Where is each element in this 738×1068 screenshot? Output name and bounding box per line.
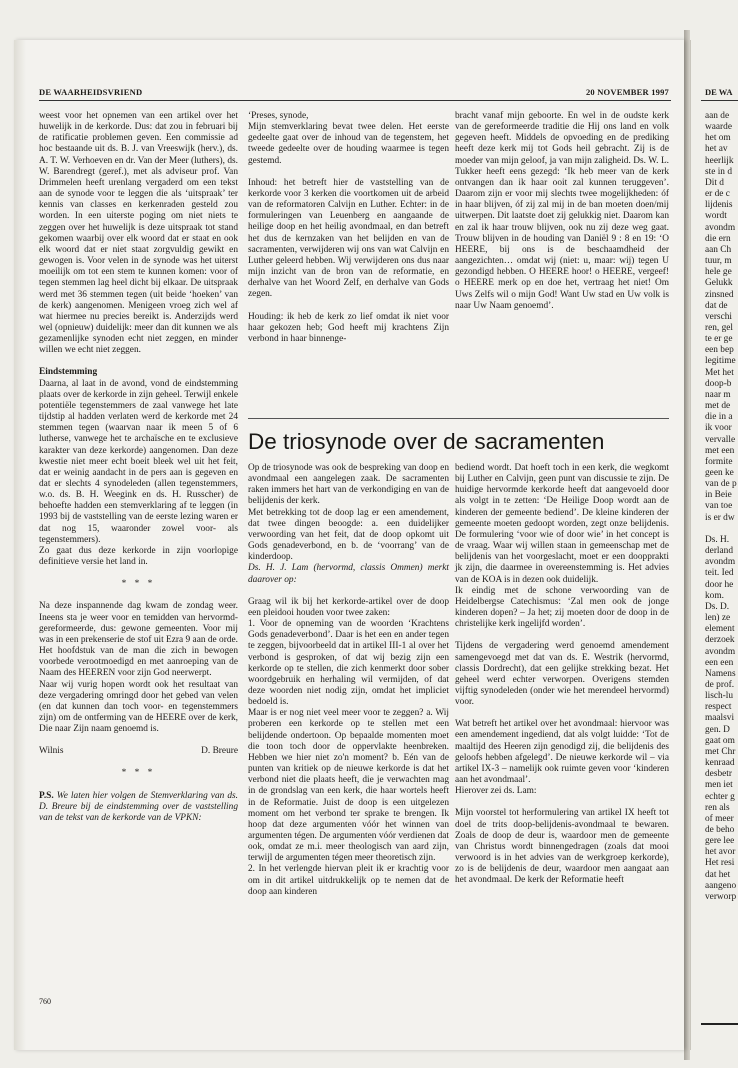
adjacent-line: in Beie bbox=[705, 490, 732, 501]
adjacent-line: derzoek bbox=[705, 635, 735, 646]
paragraph: Met betrekking tot de doop lag er een amendement, dat twee dingen beoogde: a. een duidelijker verwoording van het feit, dat de doop opkomt uit Gods genadeverbond, en b. de ‘voorrang’ van de kinderdoop. bbox=[248, 507, 449, 563]
adjacent-line: Dit d bbox=[705, 177, 724, 188]
paragraph: Naar wij vurig hopen wordt ook het resultaat van deze vergadering omringd door het gebed van velen (en dat kunnen dan toch voor- en tegenstemmers zijn) om de ontferming van de HEERE over de kerk, Die naar Zijn naam genoemd is. bbox=[39, 679, 238, 735]
adjacent-line: waarde bbox=[705, 122, 732, 133]
adjacent-line: echter g bbox=[705, 791, 735, 802]
adjacent-line: zinsned bbox=[705, 289, 734, 300]
adjacent-line: aan Ch bbox=[705, 244, 732, 255]
adjacent-line: vervalle bbox=[705, 434, 736, 445]
paragraph: Mijn stemverklaring bevat twee delen. Het eerste gedeelte gaat over de inhoud van de tegenstem, het tweede gedeelte over de houding waarmee is tegen gestemd. bbox=[248, 122, 449, 166]
adjacent-line: naar m bbox=[705, 389, 731, 400]
adjacent-line: het avor bbox=[705, 847, 736, 858]
adjacent-line: Met het bbox=[705, 367, 734, 378]
paragraph: Ds. H. J. Lam (hervormd, classis Ommen) merkt daarover op: bbox=[248, 563, 449, 585]
adjacent-line: legitime bbox=[705, 356, 736, 367]
adjacent-line: maalsvi bbox=[705, 713, 735, 724]
adjacent-line: ste in d bbox=[705, 166, 732, 177]
adjacent-line: ren, gel bbox=[705, 322, 734, 333]
paragraph: Maar is er nog niet veel meer voor te zeggen? a. Wij proberen een kerkorde op te stellen met een belijdende ondertoon. Op bepaalde momenten moet die toon toch door de oppervlakte heenbreken. Hebben we hier niet zo'n moment? b. Eén van de punten van kritiek op de nieuwe kerkorde is dat het verbond niet die plaats heeft, die je verwachten mag in de grondslag van een kerk, die haar wortels heeft in de Reformatie. Juist de doop is een uitgelezen moment om het verbond ter sprake te brengen. Ik hoop dat deze argumenten vóór het winnen van argumenten tégen. De argumenten vóór verdienen dat ook, omdat ze m.i. meer theologisch van aard zijn, terwijl de argumenten tégen meer theoretisch zijn. bbox=[248, 708, 449, 864]
adjacent-line: de prof. bbox=[705, 679, 735, 690]
paragraph: Na deze inspannende dag kwam de zondag weer. Ineens sta je weer voor en temidden van hervormd-gereformeerde, dus: gewone gemeenten. Voor mij was in een prekenserie de stof uit Ezra 9 aan de orde. Het hoofdstuk van de man die zich in bewogen voorbede verootmoedigd en met aanroeping van de Naam des HEEREN voor zijn God neerwerpt. bbox=[39, 601, 238, 679]
ps-label: P.S. bbox=[39, 790, 54, 801]
adjacent-line: men iet bbox=[705, 780, 733, 791]
adjacent-line: de beho bbox=[705, 825, 735, 835]
adjacent-line: van de p bbox=[705, 479, 737, 490]
signature-place: Wilnis bbox=[39, 746, 64, 757]
adjacent-line: of meer bbox=[705, 813, 734, 824]
adjacent-line: hele ge bbox=[705, 267, 732, 278]
adjacent-line: kom. bbox=[705, 590, 724, 601]
column-1 bbox=[39, 111, 238, 824]
adjacent-line: avondm bbox=[705, 222, 736, 233]
adjacent-line: tuur, m bbox=[705, 256, 732, 267]
signature-name: D. Breure bbox=[201, 746, 238, 757]
adjacent-line: ren als bbox=[705, 802, 730, 813]
adjacent-line: doop-b bbox=[705, 378, 732, 389]
adjacent-line: kenraad bbox=[705, 758, 735, 769]
article-headline: De triosynode over de sacramenten bbox=[248, 429, 605, 454]
adjacent-line: Gelukk bbox=[705, 278, 733, 289]
adjacent-text bbox=[705, 111, 738, 903]
adjacent-line: geen ke bbox=[705, 468, 734, 478]
adjacent-line: er de c bbox=[705, 189, 730, 200]
paragraph: 2. In het verlengde hiervan pleit ik er krachtig voor om in dit artikel uitdrukkelijk op te nemen dat de doop aan kinderen bbox=[248, 864, 449, 897]
adjacent-line: verschi bbox=[705, 311, 732, 322]
adjacent-line: Namens bbox=[705, 668, 736, 679]
adjacent-line: gen. D bbox=[705, 724, 730, 735]
adjacent-bottom-rule bbox=[701, 1023, 738, 1025]
postscript bbox=[39, 791, 238, 824]
subheading-eindstemming: Eindstemming bbox=[39, 367, 98, 378]
paragraph: Daarna, al laat in de avond, vond de eindstemming plaats over de kerkorde in zijn geheel. Terwijl enkele potentiële tegenstemmers de zaal vanwege het late tijdstip al hadden verlaten werd de kerkorde met 24 stemmen tegen (waarvan naar ik meen 5 of 6 lutherse, vanwege het te archaïsche en te exclusieve karakter van deze kerkorde) aangenomen. Dan deze kwestie niet meer echt boeit bleek wel uit het feit, dat er weinig aandacht in de pers aan is gegeven en dat er slechts 4 synodeleden (allen tegenstemmers, w.o. ds. B. H. Weegink en ds. H. Russcher) de behoefte hadden een stemverklaring af te leggen (in 1993 bij de vaststelling van de eerste lezing waren er dat nog 15, waaronder zowel voor- als tegenstemmers). bbox=[39, 378, 238, 545]
adjacent-line: ik voor bbox=[705, 423, 732, 434]
column-2 bbox=[248, 111, 449, 345]
paragraph: Mijn voorstel tot herformulering van artikel IX heeft tot doel de trits doop-belijdenis-avondmaal te bewaren. Zoals de doop de deur is, waardoor men de gemeente van Christus wordt binnengedragen (zoals dat mooi verwoord is in het advies van de werkgroep kerkorde), zo is de belijdenis de deur, waardoor men aangaat aan het avondmaal. De kerk der Reformatie heeft bbox=[455, 808, 669, 886]
signature bbox=[39, 746, 238, 757]
headline-rule bbox=[248, 418, 669, 419]
adjacent-line: die ern bbox=[705, 233, 731, 244]
adjacent-line: gere lee bbox=[705, 836, 735, 847]
article-column-right bbox=[455, 463, 669, 886]
adjacent-line: het av bbox=[705, 144, 728, 155]
adjacent-line: dat de bbox=[705, 300, 728, 311]
adjacent-line: te er ge bbox=[705, 334, 733, 345]
paragraph: Hierover zei ds. Lam: bbox=[455, 786, 537, 797]
paragraph: Graag wil ik bij het kerkorde-artikel over de doop een pleidooi houden voor twee zaken: bbox=[248, 596, 449, 618]
header-date: 20 NOVEMBER 1997 bbox=[585, 87, 669, 97]
adjacent-line: met een bbox=[705, 445, 735, 456]
adjacent-line: is er dw bbox=[705, 512, 735, 523]
article-column-left bbox=[248, 463, 449, 898]
adjacent-line bbox=[705, 524, 738, 535]
adjacent-page bbox=[690, 40, 738, 1050]
adjacent-line: derland bbox=[705, 546, 734, 557]
adjacent-line: met de bbox=[705, 401, 731, 412]
section-divider: * * * bbox=[121, 768, 156, 779]
paragraph: ‘Preses, synode, bbox=[248, 111, 309, 121]
adjacent-line: dat het bbox=[705, 869, 731, 880]
adjacent-line: desbetr bbox=[705, 769, 732, 780]
adjacent-line: aangeno bbox=[705, 880, 737, 891]
page-number: 760 bbox=[39, 997, 51, 1006]
adjacent-header-rule bbox=[701, 100, 738, 101]
paragraph: Zo gaat dus deze kerkorde in zijn voorlopige definitieve versie het land in. bbox=[39, 545, 238, 568]
ps-text: We laten hier volgen de Stemverklaring van ds. D. Breure bij de eindstemming over de vaststelling van de tekst van de kerkorde van de VPKN: bbox=[39, 790, 238, 823]
adjacent-line: avondm bbox=[705, 646, 736, 657]
adjacent-line: door he bbox=[705, 579, 734, 590]
paragraph: bediend wordt. Dat hoeft toch in een kerk, die wegkomt bij Luther en Calvijn, geen punt van discussie te zijn. De huidige hervormde kerkorde heeft dat aangevoeld door als volgt in te zetten: ‘De Heilige Doop wordt aan de kinderen der gemeente bediend’. De kleine kinderen der gemeente moeten gedoopt worden, zegt onze belijdenis. De formulering ‘voor wie of door wie’ in het concept is de vraag. Waar wij willen staan in gemeenschap met de belijdenis van het voorgeslacht, moet er een doopprakti jk zijn, die daarmee in overeenstemming is. Het advies van de KOA is in dezen ook duidelijk. bbox=[455, 463, 669, 585]
paragraph: bracht vanaf mijn geboorte. En wel in de oudste kerk van de gereformeerde traditie die Hij ons land en volk gegeven heeft. Middels de opvoeding en de prediking heeft deze kerk mij tot Gods heil gebracht. Zij is de moeder van mijn geloof, ja van mijn zaligheid. Ds. W. L. Tukker heeft eens gezegd: ‘Ik heb meer van de kerk ontvangen dan ik haar ooit zal kunnen teruggeven’. Daarom zijn er voor mij slechts twee mogelijkheden: óf in haar blijven, óf zij zal mij in de ban moeten doen/mij uitwerpen. Dit laatste doet zij gelukkig niet. Daarom kan en zal ik haar trouw blijven, ook nu zij deze weg gaat. Trouw blijven in de houding van Daniël 9 : 8 en 19: ‘O HEERE, bij ons is de beschaamdheid der aangezichten… omdat wij (niet: u, maar: wij) tegen U gezondigd hebben. O HEERE hoor! o HEERE, vergeef! o HEERE merk op en doe het, vertraag het niet! Om Uws Zelfs wil o mijn God! Want Uw stad en Uw volk is naar Uw Naam genoemd’. bbox=[455, 111, 669, 311]
adjacent-line: len) ze bbox=[705, 613, 731, 624]
paragraph: Op de triosynode was ook de bespreking van doop en avondmaal een aangelegen zaak. De sacramenten raken immers het hart van de verkondiging en van de belijdenis der kerk. bbox=[248, 463, 449, 507]
adjacent-line: gaat om bbox=[705, 735, 735, 746]
adjacent-line: een een bbox=[705, 657, 734, 668]
adjacent-line: element bbox=[705, 624, 735, 635]
adjacent-line: Ds. D. bbox=[705, 601, 730, 612]
paragraph: Houding: ik heb de kerk zo lief omdat ik niet voor haar gekozen heb; God heeft mij krachtens Zijn verbond in haar binnenge- bbox=[248, 311, 449, 344]
adjacent-line: het om bbox=[705, 133, 731, 144]
adjacent-line: respect bbox=[705, 702, 732, 713]
adjacent-line: lijdenis bbox=[705, 200, 733, 211]
column-3 bbox=[455, 111, 669, 312]
adjacent-line: met Chr bbox=[705, 746, 736, 757]
adjacent-line: formite bbox=[705, 456, 733, 467]
paragraph: Tijdens de vergadering werd genoemd amendement samengevoegd met dat van ds. E. Westrik (hervormd, classis Dordrecht), dat een gelijke strekking bezat. Het geheel werd echter verworpen. Overigens stemden vijftig synodeleden (onder wie het merendeel hervormd) voor. bbox=[455, 641, 669, 708]
adjacent-line: wordt bbox=[705, 211, 727, 222]
adjacent-line: aan de bbox=[705, 111, 730, 121]
adjacent-line: teit. Ied bbox=[705, 568, 734, 579]
adjacent-line: heerlijk bbox=[705, 155, 734, 166]
header-rule bbox=[39, 100, 671, 101]
adjacent-line: een bep bbox=[705, 345, 734, 356]
adjacent-line: lisch-lu bbox=[705, 691, 734, 702]
paragraph: 1. Voor de opneming van de woorden ‘Krachtens Gods genadeverbond’. Daar is het een en ander tegen te zeggen, bijvoorbeeld dat in artikel III-1 al over het verbond is gesproken, of dat wij bezig zijn een kerkorde op te stellen, die zich kenmerkt door sober woordgebruik en herhaling wil vermijden, of dat deze woorden niet nodig zijn, omdat het impliciet bedoeld is. bbox=[248, 619, 449, 708]
paragraph: Wat betreft het artikel over het avondmaal: hiervoor was een amendement ingediend, dat als volgt luidde: ‘Tot de maaltijd des Heeren zijn genodigd zij, die belijdenis des geloofs hebben afgelegd’. De nieuwe kerkorde wil – via artikel IX-3 – namelijk ook ruimte geven voor ‘kinderen aan het avondmaal’. bbox=[455, 719, 669, 786]
section-divider: * * * bbox=[121, 579, 156, 590]
adjacent-line: Ds. H. bbox=[705, 534, 730, 545]
paragraph: Ik eindig met de schone verwoording van de Heidelbergse Catechismus: ‘Zal men ook de jonge kinderen dopen? – Ja het; zij moeten door de doop in de christelijke kerk ingelijfd worden’. bbox=[455, 585, 669, 630]
adjacent-line: avondm bbox=[705, 557, 736, 568]
adjacent-line: Het resi bbox=[705, 858, 735, 869]
header-publication: DE WAARHEIDSVRIEND bbox=[39, 87, 143, 97]
adjacent-header: DE WA bbox=[705, 87, 733, 97]
adjacent-line: van toe bbox=[705, 501, 733, 512]
adjacent-line: verworp bbox=[705, 891, 737, 902]
paragraph: weest voor het opnemen van een artikel over het huwelijk in de kerkorde. Dus: dat zou in februari bij de ratificatie problemen geven. Een commissie ad hoc bestaande uit ds. B. J. van Vreeswijk (herv.), ds. A. T. W. Verhoeven en dr. Van der Meer (luthers), ds. W. Barendregt (geref.), met als adviseur prof. Van Drimmelen heeft urenlang vergaderd om een tekst aan de synode voor te leggen die als ‘uitspraak’ ter kennis van classes en kerkenraden gesteld zou worden. In een uiterste poging om niet niets te zeggen over het huwelijk is deze uitspraak tot stand gekomen waarbij over elk woord dat er staat en ook elk woord dat er niet staat zorgvuldig gewikt en gewogen is. Voor velen in de synode was het uiterst moeilijk om tot een stem te kunnen komen: voor of tegen stemmen lag heel dicht bij elkaar. De uitspraak werd met 36 stemmen tegen (uit beide ‘hoeken’ van de kerk) aangenomen. Menigeen vroeg zich wel af wat hiermee nu precies bereikt is. Anderzijds werd wel (opnieuw) duidelijk: meer dan dit kunnen we als gezamenlijke synoden echt niet zeggen, en minder willen we echt niet zeggen. bbox=[39, 111, 238, 356]
adjacent-line: die in a bbox=[705, 412, 733, 423]
paragraph: Inhoud: het betreft hier de vaststelling van de kerkorde voor 3 kerken die voortkomen uit de arbeid van de reformatoren Calvijn en Luther. Echter: in de formuleringen van Leuenberg en aangaande de heilige doop en het heilig avondmaal, en dan betreft het dus de kernzaken van het belijden en van de sacramenten, verwijderen wij ons van wat Calvijn en Luther geleerd hebben. Wij verwijderen ons dus naar mijn inzicht van de bron van de reformatie, en derhalve van het Woord Zelf, en derhalve van Gods zegen. bbox=[248, 177, 449, 300]
